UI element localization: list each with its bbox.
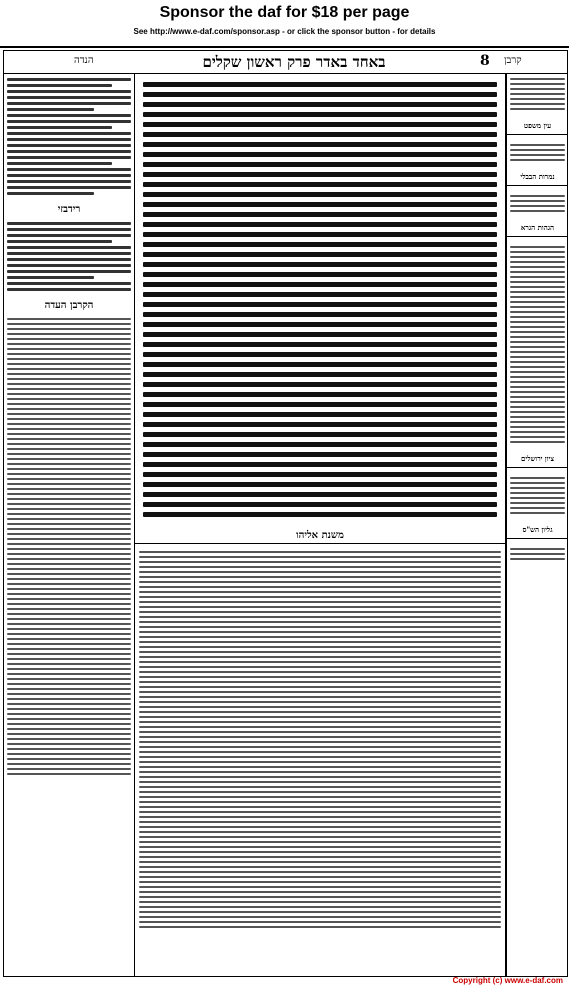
left-commentary-text <box>4 73 134 200</box>
bottom-commentary-column <box>135 543 506 977</box>
copyright-link[interactable]: Copyright (c) www.e-daf.com <box>452 976 563 985</box>
right-label-ein-mishpat: עין משפט <box>523 121 552 130</box>
left-section-title-1: רידבזי <box>57 204 81 215</box>
right-margin-column <box>506 73 568 976</box>
right-label-tziyun: ציון ירושלים <box>520 454 554 463</box>
sponsor-banner[interactable] <box>0 0 569 48</box>
right-label-bavli: נמרות הבבלי <box>520 172 555 181</box>
bottom-commentary-text <box>135 544 505 935</box>
main-text-column <box>135 73 506 543</box>
right-label-hagahot: הגהות הגרא <box>520 223 555 232</box>
page-number: 8 <box>480 53 490 69</box>
main-text <box>135 73 505 526</box>
right-label-gilyon: גליון הש"ס <box>522 525 553 534</box>
talmud-page <box>3 50 568 977</box>
center-section-title: משנת אליהו <box>296 530 344 541</box>
page-footer <box>0 976 569 990</box>
banner-subtitle[interactable]: See http://www.e-daf.com/sponsor.asp - or click the sponsor button - for details <box>133 27 436 36</box>
banner-title[interactable]: Sponsor the daf for $18 per page <box>159 4 410 21</box>
page-header <box>4 51 567 74</box>
left-commentary-column <box>4 73 135 976</box>
page-title: באחד באדר פרק ראשון שקלים <box>202 53 386 71</box>
header-right-word: קרבן <box>504 55 522 66</box>
header-left-word: הנדה <box>74 55 94 66</box>
left-section-title-2: הקרבן העדה <box>44 300 94 311</box>
